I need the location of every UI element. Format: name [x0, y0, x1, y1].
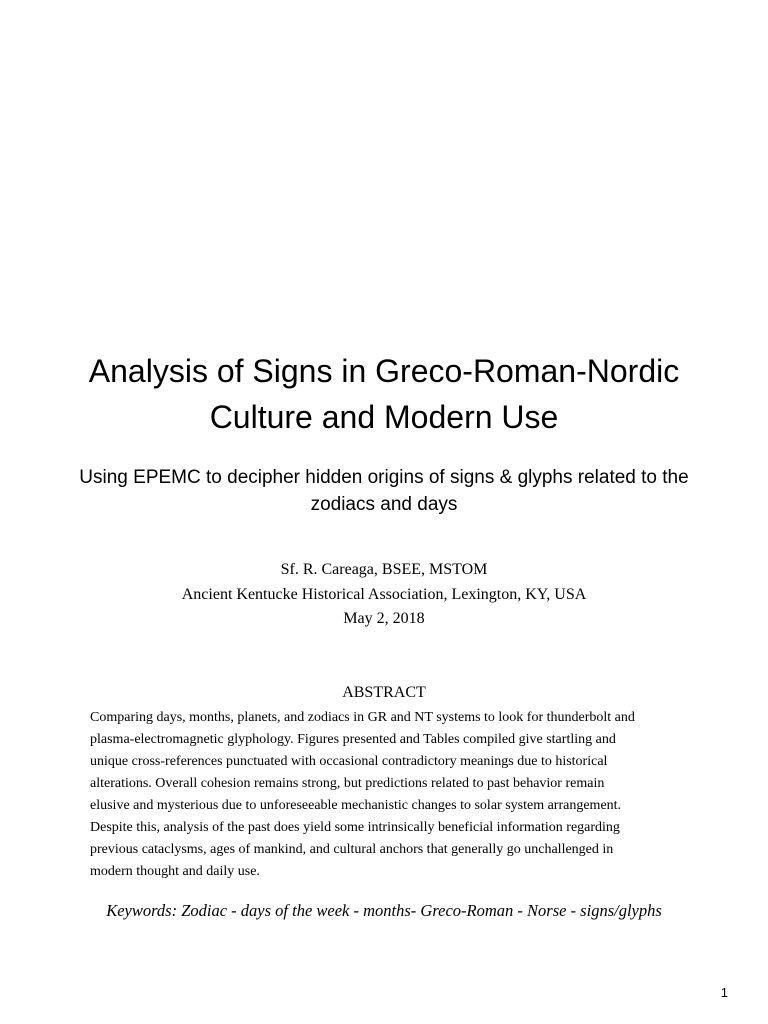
abstract-line: elusive and mysterious due to unforeseeable mechanistic changes to solar system arrangement. — [90, 798, 622, 813]
paper-subtitle-line: zodiacs and days — [310, 494, 458, 515]
paper-title-line: Culture and Modern Use — [209, 399, 559, 435]
abstract-line: alterations. Overall cohesion remains strong, but predictions related to past behavior remain — [90, 776, 605, 791]
page-number: 1 — [720, 985, 728, 1000]
author-block — [0, 558, 768, 632]
paper-subtitle — [40, 464, 728, 518]
abstract-line: unique cross-references punctuated with occasional contradictory meanings due to historical — [90, 754, 608, 769]
abstract-body — [90, 707, 690, 883]
publication-date: May 2, 2018 — [343, 610, 425, 627]
paper-title-line: Analysis of Signs in Greco-Roman-Nordic — [88, 353, 680, 389]
paper-subtitle-line: Using EPEMC to decipher hidden origins of signs & glyphs related to the — [79, 467, 689, 488]
paper-title — [0, 348, 768, 440]
keywords: Keywords: Zodiac - days of the week - months- Greco-Roman - Norse - signs/glyphs — [106, 901, 662, 920]
abstract-line: modern thought and daily use. — [90, 864, 260, 879]
abstract-heading: ABSTRACT — [342, 684, 426, 701]
abstract-line: Despite this, analysis of the past does yield some intrinsically beneficial information regarding — [90, 820, 620, 835]
abstract-line: plasma-electromagnetic glyphology. Figures presented and Tables compiled give startling and — [90, 732, 616, 747]
author-affiliation: Ancient Kentucke Historical Association, Lexington, KY, USA — [181, 585, 587, 603]
abstract-line: previous cataclysms, ages of mankind, and cultural anchors that generally go unchallenged in — [90, 842, 614, 857]
author-name: Sf. R. Careaga, BSEE, MSTOM — [280, 561, 488, 578]
abstract-line: Comparing days, months, planets, and zodiacs in GR and NT systems to look for thunderbolt and — [90, 710, 635, 725]
